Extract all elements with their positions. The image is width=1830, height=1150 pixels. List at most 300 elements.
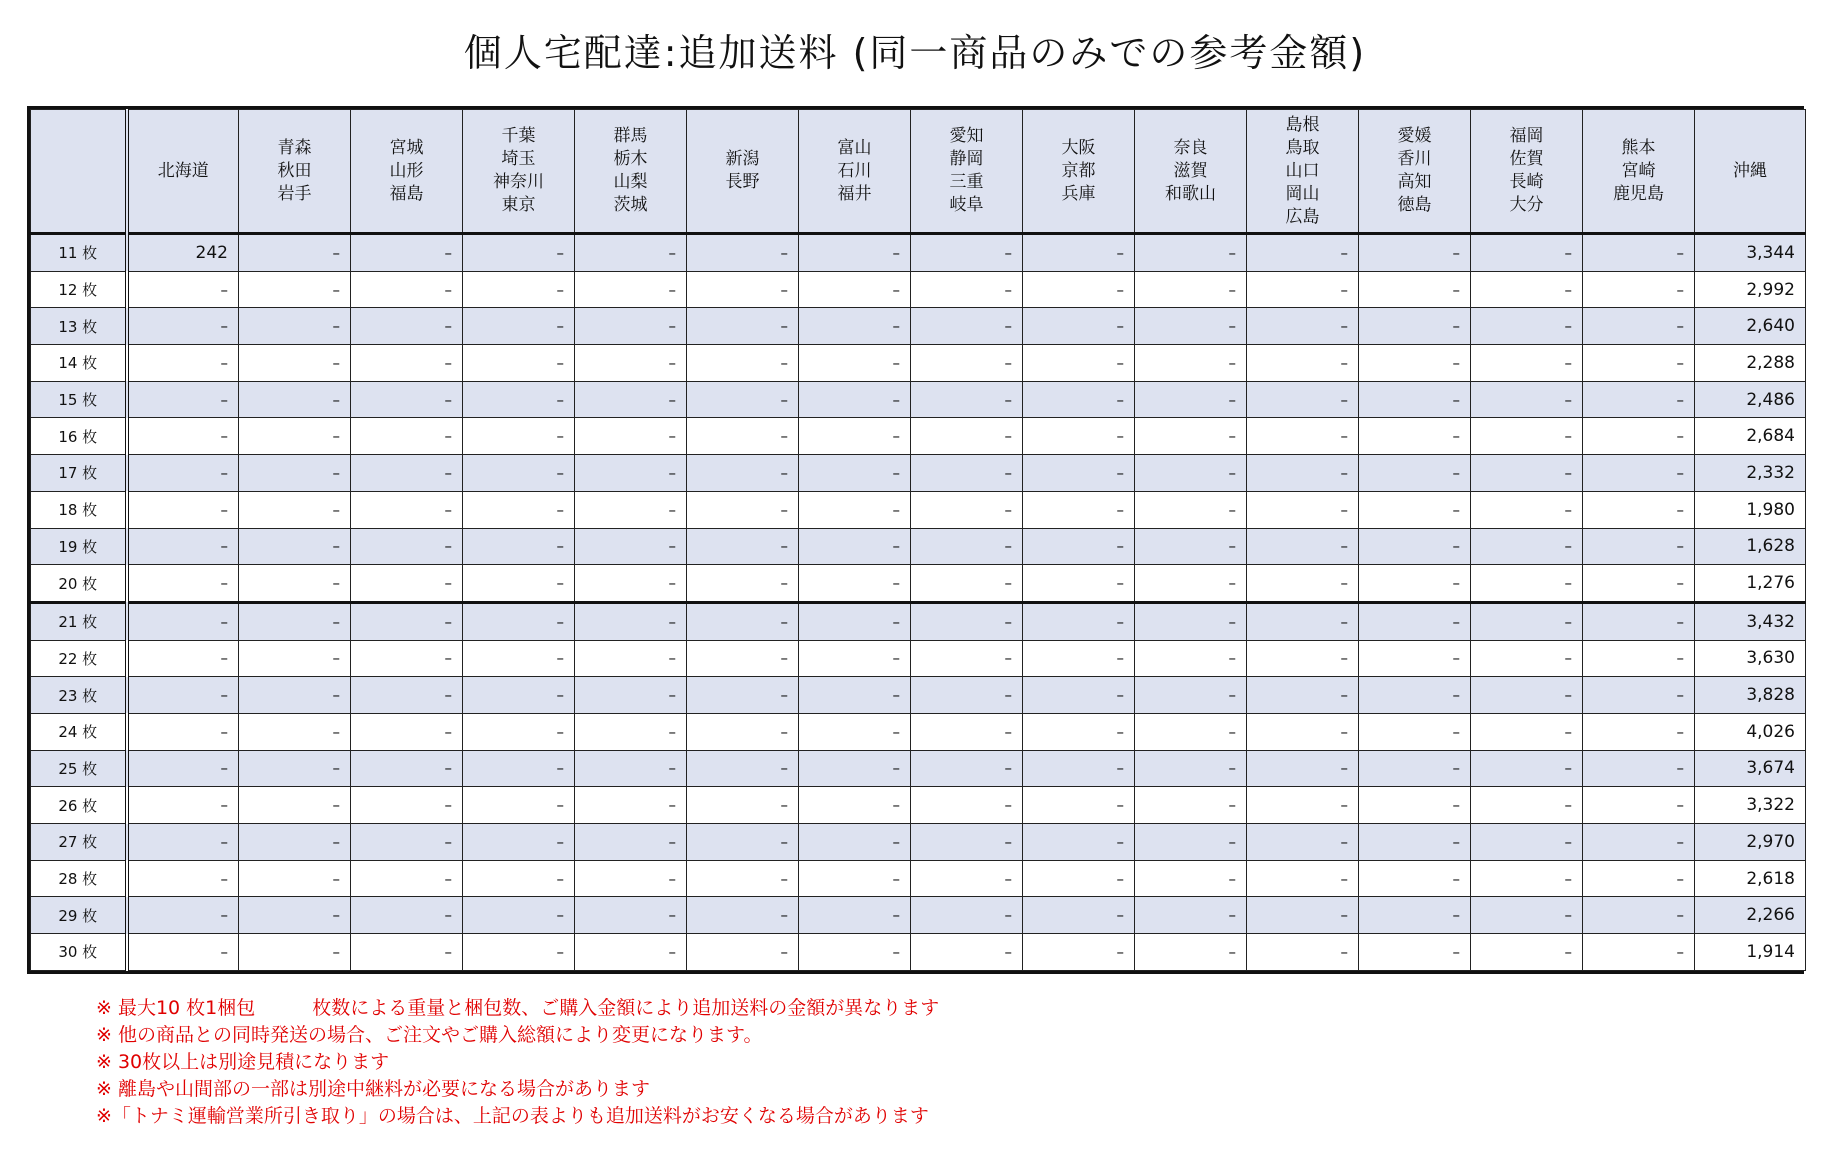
region-name: 兵庫 [1061, 183, 1096, 204]
row-label: 27 枚 [31, 824, 127, 861]
table-row [31, 491, 1806, 528]
fee-cell: – [239, 271, 351, 308]
region-header [575, 110, 687, 234]
fee-cell: – [1471, 934, 1583, 971]
table-row [31, 677, 1806, 714]
region-name: 高知 [1397, 172, 1432, 192]
fee-cell: – [911, 677, 1023, 714]
fee-cell: – [1135, 381, 1247, 418]
region-name: 鳥取 [1285, 137, 1320, 158]
header-row [31, 110, 1806, 234]
fee-cell: – [1247, 713, 1359, 750]
fee-cell: – [1583, 455, 1695, 492]
fee-cell: – [463, 677, 575, 714]
fee-cell: – [1023, 455, 1135, 492]
fee-cell: – [575, 713, 687, 750]
fee-cell: – [127, 640, 239, 677]
fee-cell: – [1359, 750, 1471, 787]
fee-cell: – [351, 860, 463, 897]
region-name: 福岡 [1509, 126, 1544, 146]
region-name: 群馬 [613, 126, 648, 146]
fee-cell: – [1023, 308, 1135, 345]
fee-cell: – [239, 602, 351, 640]
fee-cell: – [1359, 897, 1471, 934]
note-line: ※ 離島や山間部の一部は別途中継料が必要になる場合があります [96, 1078, 650, 1100]
fee-cell: 2,266 [1695, 897, 1806, 934]
region-name: 島根 [1285, 114, 1320, 135]
fee-cell: – [1135, 271, 1247, 308]
row-label: 29 枚 [31, 897, 127, 934]
row-label: 20 枚 [31, 565, 127, 603]
region-header [1135, 110, 1247, 234]
region-name: 大分 [1509, 195, 1544, 215]
fee-cell: – [1247, 308, 1359, 345]
fee-cell: – [1471, 750, 1583, 787]
fee-cell: 1,628 [1695, 528, 1806, 565]
fee-cell: – [127, 824, 239, 861]
fee-cell: – [239, 860, 351, 897]
fee-cell: – [463, 750, 575, 787]
row-label: 30 枚 [31, 934, 127, 971]
region-name: 福井 [837, 183, 872, 204]
fee-cell: 1,276 [1695, 565, 1806, 603]
row-label: 18 枚 [31, 491, 127, 528]
fee-cell: – [463, 271, 575, 308]
fee-cell: – [799, 897, 911, 934]
fee-cell: – [1583, 528, 1695, 565]
region-name: 石川 [837, 160, 872, 181]
fee-cell: – [239, 750, 351, 787]
fee-cell: – [1247, 677, 1359, 714]
fee-cell: – [1247, 455, 1359, 492]
fee-cell: – [1247, 824, 1359, 861]
notes [96, 995, 1496, 1130]
fee-cell: – [1471, 860, 1583, 897]
fee-cell: – [1247, 787, 1359, 824]
fee-cell: – [1471, 234, 1583, 272]
fee-cell: – [687, 381, 799, 418]
fee-cell: – [127, 418, 239, 455]
fee-cell: – [687, 640, 799, 677]
fee-cell: – [911, 787, 1023, 824]
fee-cell: 2,332 [1695, 455, 1806, 492]
fee-cell: – [911, 602, 1023, 640]
fee-cell: – [799, 934, 911, 971]
fee-cell: 3,674 [1695, 750, 1806, 787]
table-row [31, 345, 1806, 382]
fee-cell: – [1471, 381, 1583, 418]
fee-cell: – [1583, 602, 1695, 640]
fee-cell: – [1583, 234, 1695, 272]
fee-cell: – [1471, 418, 1583, 455]
region-name: 熊本 [1621, 137, 1656, 158]
fee-cell: – [1471, 640, 1583, 677]
fee-cell: – [1135, 345, 1247, 382]
fee-cell: – [1247, 934, 1359, 971]
fee-cell: – [1471, 345, 1583, 382]
fee-cell: – [463, 418, 575, 455]
fee-cell: – [1359, 787, 1471, 824]
fee-cell: – [239, 455, 351, 492]
fee-cell: – [1023, 271, 1135, 308]
region-header [127, 110, 239, 234]
fee-cell: – [575, 640, 687, 677]
table-row [31, 234, 1806, 272]
fee-cell: – [239, 491, 351, 528]
fee-cell: – [575, 455, 687, 492]
fee-cell: – [1023, 565, 1135, 603]
fee-cell: – [1247, 602, 1359, 640]
fee-cell: – [1359, 640, 1471, 677]
fee-cell: – [463, 381, 575, 418]
fee-cell: – [799, 345, 911, 382]
fee-cell: – [1135, 713, 1247, 750]
fee-table [30, 109, 1806, 971]
fee-cell: – [575, 271, 687, 308]
fee-cell: – [127, 934, 239, 971]
row-label: 14 枚 [31, 345, 127, 382]
region-name: 新潟 [725, 149, 760, 169]
fee-cell: 3,322 [1695, 787, 1806, 824]
fee-cell: – [1471, 491, 1583, 528]
region-header [687, 110, 799, 234]
fee-cell: – [911, 713, 1023, 750]
fee-cell: – [351, 418, 463, 455]
fee-cell: – [351, 934, 463, 971]
fee-cell: – [127, 271, 239, 308]
table-row [31, 713, 1806, 750]
fee-cell: – [911, 234, 1023, 272]
fee-cell: – [1359, 713, 1471, 750]
fee-cell: – [1135, 565, 1247, 603]
fee-cell: – [463, 824, 575, 861]
fee-cell: – [351, 234, 463, 272]
fee-cell: – [911, 860, 1023, 897]
fee-cell: – [463, 713, 575, 750]
fee-cell: – [239, 897, 351, 934]
fee-cell: – [799, 750, 911, 787]
fee-cell: – [799, 787, 911, 824]
fee-cell: – [1135, 824, 1247, 861]
fee-cell: – [351, 602, 463, 640]
fee-cell: – [1359, 308, 1471, 345]
fee-cell: – [687, 455, 799, 492]
row-label: 22 枚 [31, 640, 127, 677]
fee-cell: – [1023, 677, 1135, 714]
fee-cell: – [1135, 528, 1247, 565]
fee-cell: – [575, 677, 687, 714]
fee-cell: – [351, 308, 463, 345]
fee-cell: – [1471, 271, 1583, 308]
note-line: ※ 他の商品との同時発送の場合、ご注文やご購入総額により変更になります。 [96, 1024, 763, 1046]
row-label: 21 枚 [31, 602, 127, 640]
region-name: 奈良 [1173, 137, 1208, 158]
fee-cell: – [1135, 677, 1247, 714]
fee-cell: – [239, 234, 351, 272]
fee-cell: – [239, 528, 351, 565]
fee-cell: – [1135, 897, 1247, 934]
fee-cell: – [1359, 528, 1471, 565]
fee-cell: – [1135, 787, 1247, 824]
fee-cell: – [127, 750, 239, 787]
fee-cell: – [1471, 677, 1583, 714]
fee-cell: – [127, 528, 239, 565]
region-header [1695, 110, 1806, 234]
table-row [31, 860, 1806, 897]
region-header [799, 110, 911, 234]
table-row [31, 787, 1806, 824]
fee-cell: 3,432 [1695, 602, 1806, 640]
fee-cell: – [127, 677, 239, 714]
region-name: 山口 [1285, 160, 1320, 181]
region-name: 徳島 [1397, 195, 1432, 215]
fee-cell: – [687, 677, 799, 714]
fee-cell: – [799, 418, 911, 455]
fee-cell: – [127, 860, 239, 897]
row-label: 17 枚 [31, 455, 127, 492]
fee-cell: – [1359, 345, 1471, 382]
fee-cell: – [687, 565, 799, 603]
fee-cell: – [1023, 750, 1135, 787]
fee-cell: 242 [127, 234, 239, 272]
table-row [31, 381, 1806, 418]
fee-cell: 2,992 [1695, 271, 1806, 308]
fee-cell: – [239, 345, 351, 382]
fee-cell: – [463, 897, 575, 934]
region-name: 沖縄 [1733, 160, 1767, 181]
fee-cell: – [911, 824, 1023, 861]
row-label: 16 枚 [31, 418, 127, 455]
fee-cell: – [1471, 308, 1583, 345]
fee-cell: – [463, 308, 575, 345]
fee-cell: – [1359, 602, 1471, 640]
fee-cell: 3,344 [1695, 234, 1806, 272]
table-row [31, 934, 1806, 971]
fee-cell: – [1247, 381, 1359, 418]
fee-cell: – [1247, 418, 1359, 455]
fee-cell: – [351, 381, 463, 418]
fee-cell: – [575, 897, 687, 934]
fee-cell: 2,618 [1695, 860, 1806, 897]
fee-cell: – [799, 455, 911, 492]
fee-cell: – [1135, 860, 1247, 897]
fee-cell: – [1359, 565, 1471, 603]
fee-cell: – [1023, 897, 1135, 934]
fee-cell: – [1023, 234, 1135, 272]
fee-cell: – [575, 308, 687, 345]
page-title: 個人宅配達:追加送料 (同一商品のみでの参考金額) [463, 31, 1367, 75]
note-line: ※「トナミ運輸営業所引き取り」の場合は、上記の表よりも追加送料がお安くなる場合があります [96, 1105, 929, 1127]
fee-cell: 1,914 [1695, 934, 1806, 971]
fee-cell: – [799, 234, 911, 272]
fee-cell: – [1135, 640, 1247, 677]
region-header [1247, 110, 1359, 234]
row-label: 26 枚 [31, 787, 127, 824]
fee-cell: – [1359, 860, 1471, 897]
fee-cell: 2,640 [1695, 308, 1806, 345]
region-name: 栃木 [613, 149, 648, 169]
fee-cell: – [1583, 381, 1695, 418]
region-name: 愛媛 [1397, 126, 1432, 146]
fee-cell: – [351, 455, 463, 492]
fee-cell: – [463, 234, 575, 272]
region-name: 福島 [389, 183, 424, 204]
fee-cell: – [911, 308, 1023, 345]
fee-cell: – [1583, 750, 1695, 787]
fee-cell: – [1023, 713, 1135, 750]
fee-cell: – [1583, 418, 1695, 455]
fee-cell: – [911, 455, 1023, 492]
fee-cell: – [239, 381, 351, 418]
fee-cell: – [911, 640, 1023, 677]
region-name: 和歌山 [1165, 183, 1216, 204]
table-row [31, 602, 1806, 640]
fee-cell: – [799, 565, 911, 603]
region-name: 宮崎 [1621, 160, 1656, 181]
fee-cell: – [1471, 455, 1583, 492]
fee-cell: 4,026 [1695, 713, 1806, 750]
note-line: ※ 30枚以上は別途見積になります [96, 1051, 390, 1073]
fee-cell: – [1135, 234, 1247, 272]
region-header [1359, 110, 1471, 234]
table-row [31, 528, 1806, 565]
fee-cell: – [351, 787, 463, 824]
fee-cell: – [463, 528, 575, 565]
fee-cell: – [911, 491, 1023, 528]
fee-cell: – [1471, 713, 1583, 750]
fee-cell: – [1583, 860, 1695, 897]
fee-cell: – [463, 934, 575, 971]
fee-cell: – [911, 271, 1023, 308]
fee-cell: – [1023, 602, 1135, 640]
fee-cell: – [1023, 491, 1135, 528]
fee-cell: – [463, 345, 575, 382]
fee-cell: – [1247, 491, 1359, 528]
fee-cell: – [799, 677, 911, 714]
shipping-fee-table [27, 106, 1804, 974]
note-line: ※ 最大10 枚1梱包 枚数による重量と梱包数、ご購入金額により追加送料の金額が異なります [96, 997, 940, 1019]
fee-cell: – [1471, 528, 1583, 565]
fee-cell: – [463, 565, 575, 603]
region-header [1471, 110, 1583, 234]
fee-cell: – [463, 640, 575, 677]
fee-cell: – [1471, 602, 1583, 640]
fee-cell: – [1135, 602, 1247, 640]
fee-cell: 3,828 [1695, 677, 1806, 714]
fee-cell: – [1359, 491, 1471, 528]
fee-cell: – [239, 934, 351, 971]
fee-cell: – [1359, 234, 1471, 272]
fee-cell: – [1247, 234, 1359, 272]
fee-cell: – [575, 418, 687, 455]
table-row [31, 308, 1806, 345]
fee-cell: – [687, 934, 799, 971]
fee-cell: – [1471, 824, 1583, 861]
fee-cell: – [127, 602, 239, 640]
fee-cell: – [1583, 640, 1695, 677]
fee-cell: – [687, 602, 799, 640]
fee-cell: – [911, 528, 1023, 565]
fee-cell: – [799, 528, 911, 565]
fee-cell: – [351, 713, 463, 750]
region-name: 山梨 [613, 172, 648, 192]
fee-cell: – [687, 824, 799, 861]
fee-cell: – [127, 713, 239, 750]
region-header [351, 110, 463, 234]
corner-cell [31, 110, 127, 234]
fee-cell: – [687, 418, 799, 455]
fee-cell: – [239, 677, 351, 714]
region-name: 大阪 [1061, 137, 1096, 158]
fee-cell: – [1359, 677, 1471, 714]
fee-cell: – [1135, 308, 1247, 345]
region-name: 茨城 [613, 195, 648, 215]
fee-cell: – [463, 860, 575, 897]
region-name: 三重 [949, 172, 984, 192]
fee-cell: – [1135, 418, 1247, 455]
fee-cell: – [1135, 491, 1247, 528]
fee-cell: – [1583, 787, 1695, 824]
fee-cell: – [1135, 455, 1247, 492]
region-name: 京都 [1061, 160, 1096, 181]
fee-cell: – [575, 750, 687, 787]
fee-cell: – [463, 455, 575, 492]
fee-cell: – [1023, 860, 1135, 897]
fee-cell: – [575, 491, 687, 528]
region-name: 長野 [725, 172, 760, 192]
region-header [463, 110, 575, 234]
table-row [31, 824, 1806, 861]
region-name: 東京 [501, 195, 536, 215]
fee-cell: – [575, 824, 687, 861]
fee-cell: – [911, 750, 1023, 787]
fee-cell: – [1471, 565, 1583, 603]
region-name: 静岡 [949, 149, 984, 169]
table-row [31, 640, 1806, 677]
fee-cell: – [1023, 640, 1135, 677]
region-name: 神奈川 [493, 172, 544, 192]
fee-cell: – [575, 934, 687, 971]
fee-cell: – [239, 565, 351, 603]
row-label: 11 枚 [31, 234, 127, 272]
region-name: 長崎 [1509, 172, 1544, 192]
fee-cell: – [127, 565, 239, 603]
fee-cell: – [1359, 418, 1471, 455]
row-label: 12 枚 [31, 271, 127, 308]
region-name: 香川 [1397, 149, 1432, 169]
fee-cell: – [1583, 271, 1695, 308]
fee-cell: – [1023, 934, 1135, 971]
fee-cell: – [127, 455, 239, 492]
fee-cell: – [1583, 345, 1695, 382]
fee-cell: – [575, 345, 687, 382]
region-name: 埼玉 [501, 149, 536, 169]
fee-cell: – [1023, 824, 1135, 861]
fee-cell: – [575, 528, 687, 565]
fee-cell: – [351, 897, 463, 934]
fee-cell: – [351, 640, 463, 677]
region-header [1023, 110, 1135, 234]
fee-cell: 2,970 [1695, 824, 1806, 861]
fee-cell: – [687, 897, 799, 934]
fee-cell: – [463, 491, 575, 528]
fee-cell: – [127, 381, 239, 418]
fee-cell: – [127, 345, 239, 382]
region-name: 愛知 [949, 126, 984, 146]
fee-cell: – [687, 750, 799, 787]
fee-cell: – [911, 345, 1023, 382]
fee-cell: – [1583, 897, 1695, 934]
